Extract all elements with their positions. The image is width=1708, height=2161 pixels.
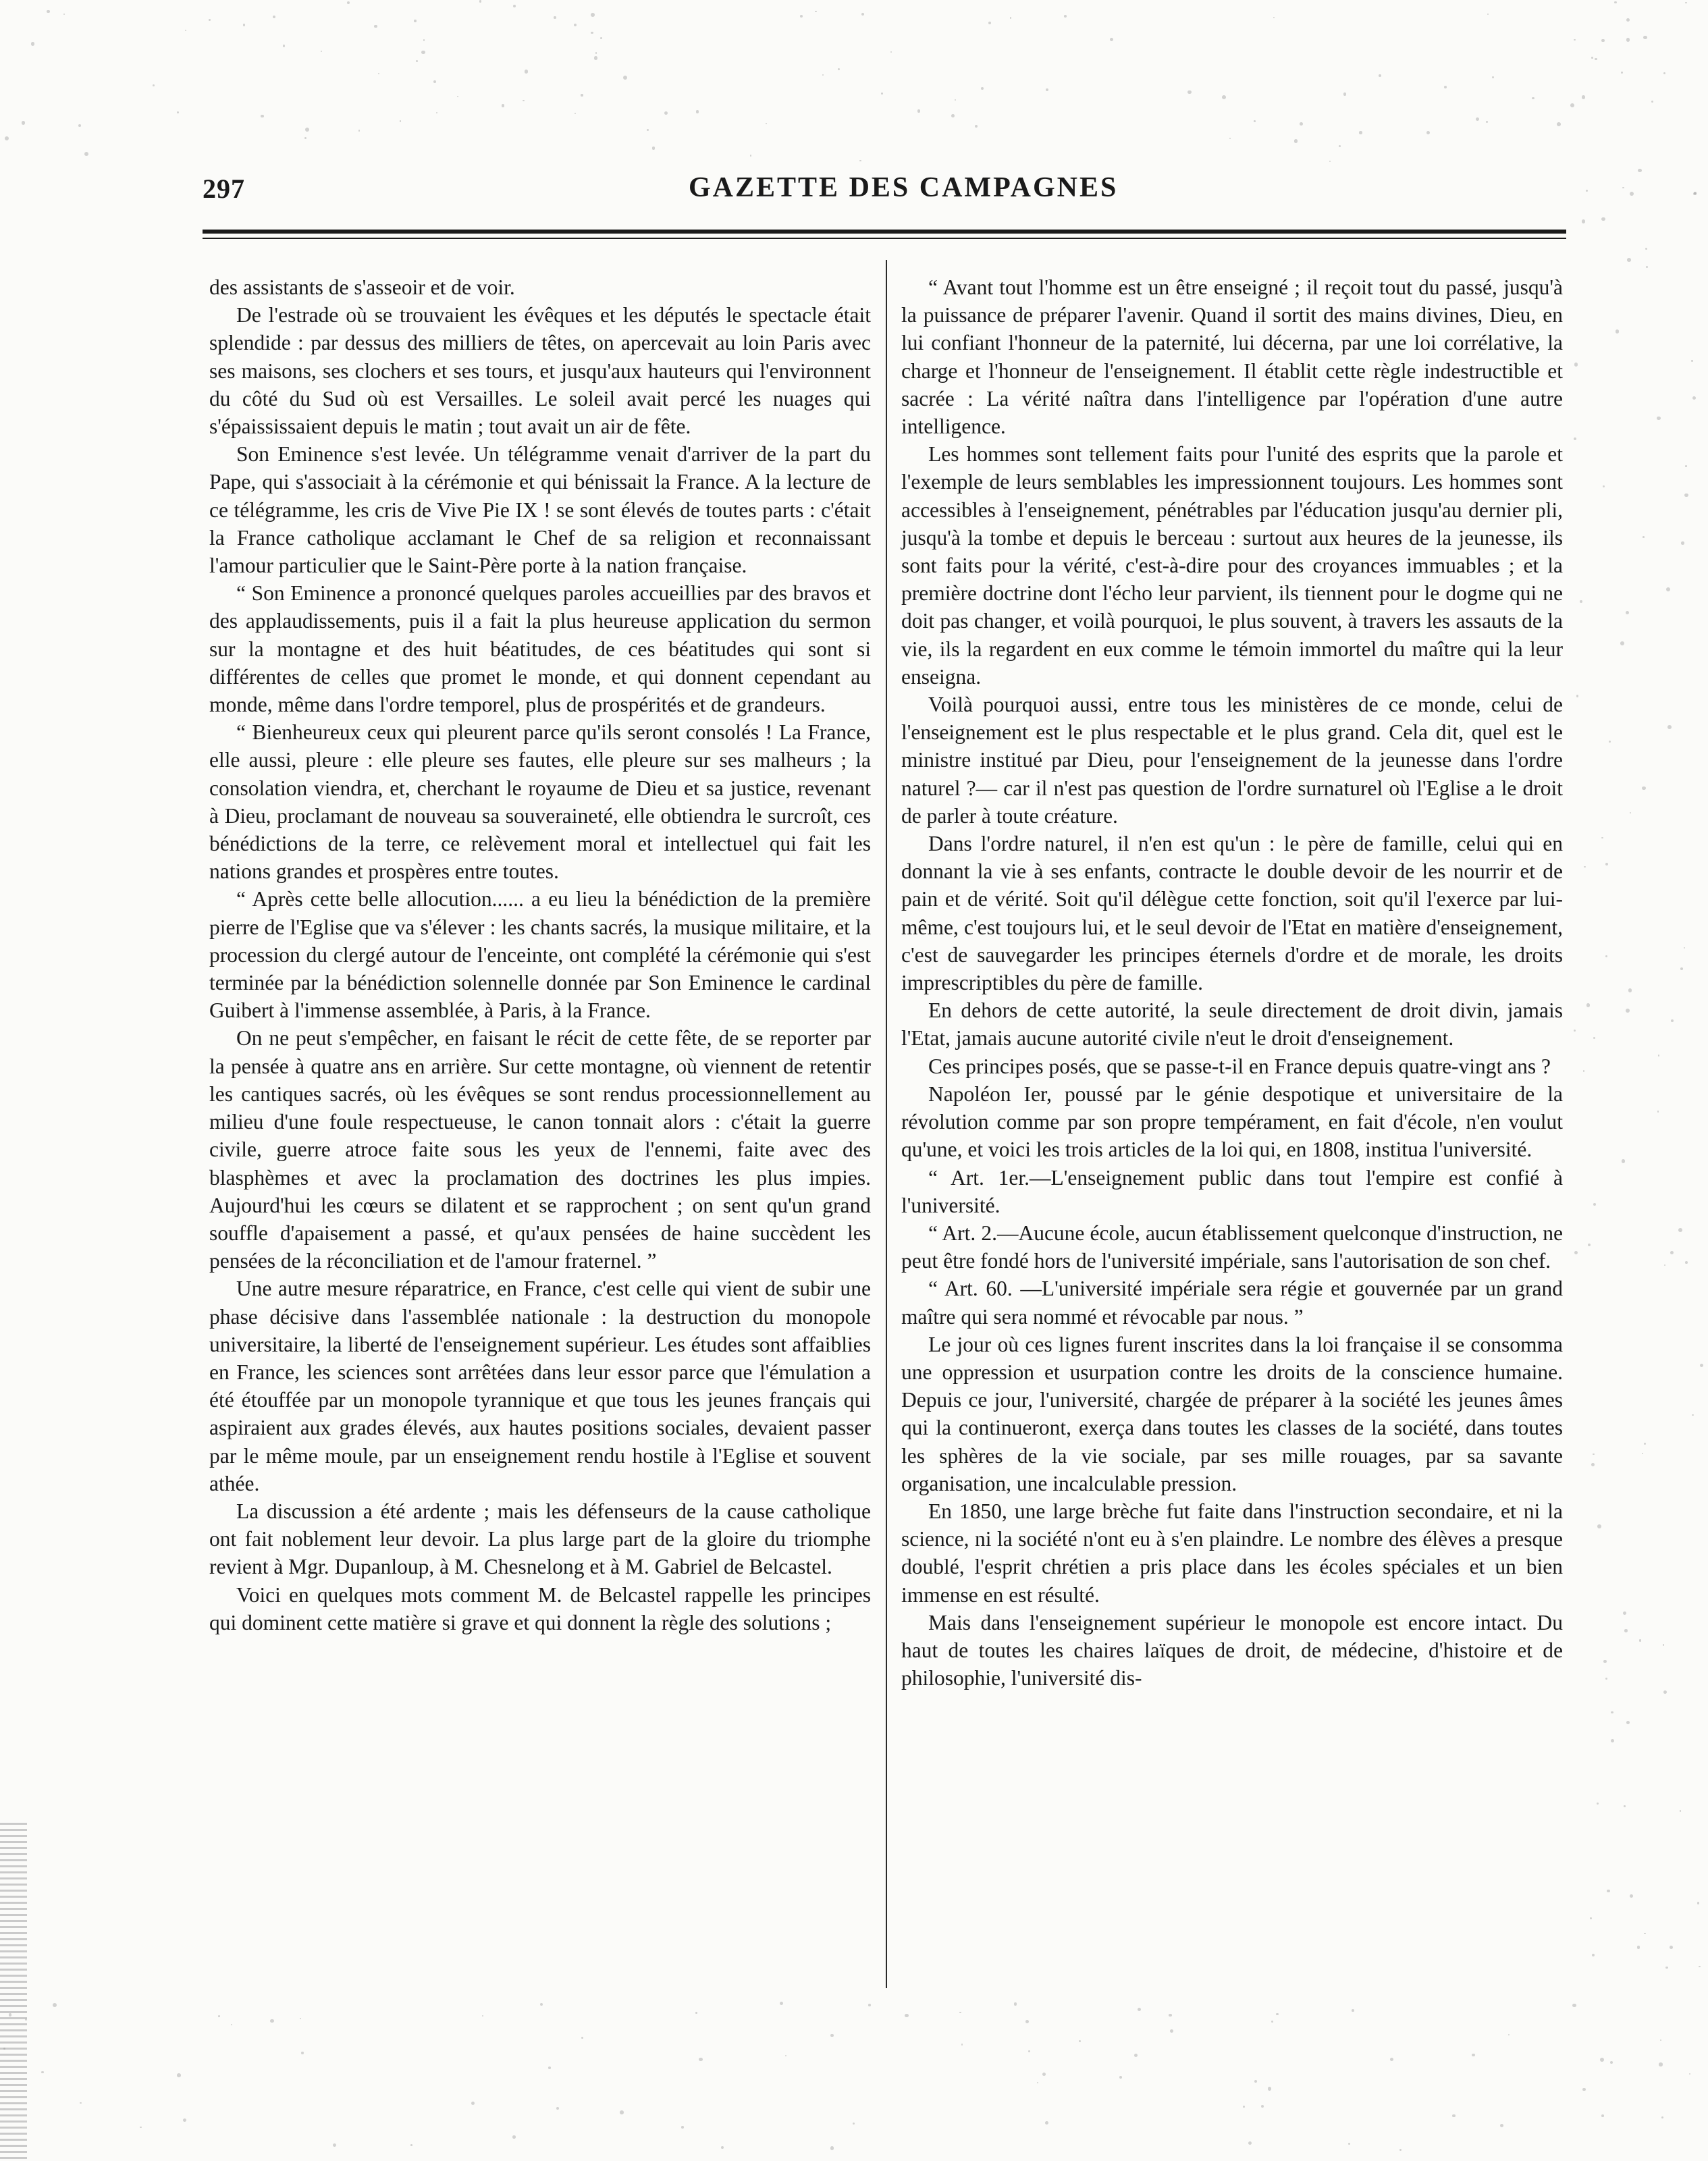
scan-speck — [22, 121, 25, 124]
scan-speck — [581, 2037, 583, 2039]
scan-speck — [9, 2013, 12, 2017]
scan-speck — [1348, 2143, 1350, 2145]
scan-speck — [1591, 1463, 1595, 1466]
scan-speck — [1359, 131, 1362, 134]
scan-speck — [1611, 1739, 1614, 1742]
scan-speck — [1685, 1261, 1688, 1264]
paragraph: Son Eminence s'est levée. Un télégramme venait d'arriver de la part du Pape, qui s'associait à la cérémonie et qui bénissait la France. A la lecture de ce télégramme, les cris de Vive Pie IX ! se sont élevés de toutes parts : c'était la France catholique acclamant le Chef de sa religion et reconnaissant l'amour particulier que le Saint-Père porte à la nation française. — [209, 442, 871, 578]
paragraph: “ Art. 2.—Aucune école, aucun établissement quelconque d'instruction, ne peut être fondé hors de l'université impériale, sans l'autorisation de son chef. — [901, 1221, 1563, 1273]
scan-speck — [1624, 1805, 1625, 1807]
scan-speck — [1582, 219, 1586, 223]
scan-speck — [1601, 2114, 1604, 2117]
page-title: GAZETTE DES CAMPAGNES — [689, 172, 1119, 203]
scan-speck — [881, 92, 883, 95]
paragraph: En dehors de cette autorité, la seule directement de droit divin, jamais l'Etat, jamais aucune autorité civile n'eut le droit d'enseignement. — [901, 998, 1563, 1050]
scan-speck — [218, 2015, 220, 2017]
scan-speck — [1045, 2121, 1048, 2125]
scan-speck — [1621, 72, 1623, 74]
scan-speck — [41, 2071, 43, 2073]
scan-speck — [1276, 2013, 1278, 2015]
scan-speck — [1680, 1810, 1682, 1812]
scan-speck — [1628, 988, 1632, 992]
scan-speck — [1487, 14, 1489, 15]
scan-speck — [1626, 1721, 1630, 1724]
scan-speck — [1025, 2020, 1029, 2023]
scan-speck — [1582, 95, 1585, 99]
paragraph: “ Bienheureux ceux qui pleurent parce qu'ils seront consolés ! La France, elle aussi, pleure : elle pleure ses fautes, elle pleure sur ses malheurs ; la consolation viendra, et, cherchant le royaume de Dieu et sa justice, revenant à Dieu, proclamant de nouveau sa souveraineté, elle obtiendra le surcroît, ces bénédictions de la terre, ce relèvement moral et intellectuel qui fait les nations grandes et prospères entre toutes. — [209, 720, 871, 884]
header-rule-bottom — [203, 238, 1566, 239]
scan-speck — [1593, 1453, 1595, 1456]
scan-speck — [1254, 120, 1256, 122]
scan-speck — [1659, 2062, 1662, 2066]
scan-speck — [1605, 955, 1607, 957]
scan-speck — [1638, 169, 1642, 173]
scan-edge-noise — [0, 1823, 27, 2160]
paragraph: “ Art. 1er.—L'enseignement public dans tout l'empire est confié à l'université. — [901, 1165, 1563, 1217]
scan-speck — [1678, 1228, 1682, 1232]
scan-speck — [1645, 248, 1647, 250]
scan-speck — [482, 2015, 484, 2017]
scan-speck — [830, 2034, 834, 2037]
paragraph: Le jour où ces lignes furent inscrites dans la loi française il se consomma une oppression et usurpation contre les droits de la conscience humaine. Depuis ce jour, l'université, chargée de préparer à la société les jeunes âmes qui la continueront, exerça dans toutes les classes de la société, dans toutes les sphères de la vie sociale, par ses mille rouages, par sa savante organisation, une incalculable pression. — [901, 1332, 1563, 1495]
scan-speck — [1670, 1251, 1674, 1254]
scan-speck — [785, 2055, 786, 2056]
paragraph: Dans l'ordre naturel, il n'en est qu'un : le père de famille, celui qui en donnant la vie à ses enfants, contracte le double devoir de les nourrir et de pain et de vérité. Soit qu'il délègue cette fonction, soit qu'il l'exerce par lui-même, c'est toujours lui, et le seul devoir de l'Etat en matière d'enseignement, c'est de sauvegarder les principes éternels d'ordre et de morale, les droits imprescriptibles du père de famille. — [901, 832, 1563, 995]
scan-speck — [1605, 863, 1608, 865]
column-divider — [886, 260, 887, 1988]
scan-speck — [1500, 2124, 1503, 2127]
scan-speck — [1508, 2034, 1510, 2036]
scan-speck — [1663, 72, 1665, 74]
scan-speck — [423, 39, 425, 41]
left-column — [209, 273, 871, 1636]
scan-speck — [890, 51, 892, 53]
header-rule-top — [203, 230, 1566, 234]
paragraph: La discussion a été ardente ; mais les défenseurs de la cause catholique ont fait noblement leur devoir. La plus large part de la gloire du triomphe revient à Mgr. Dupanloup, à M. Chesnelong et à M. Gabriel de Belcastel. — [209, 1499, 871, 1579]
scan-speck — [1254, 2080, 1257, 2083]
paragraph: Les hommes sont tellement faits pour l'unité des esprits que la parole et l'exemple de leurs semblables les impressionnent toujours. Les hommes sont accessibles à l'enseignement, pénétrables par l'éducation jusqu'au dernier pli, jusqu'à la tombe et depuis le berceau : surtout aux heures de la jeunesse, ils sont faits pour la vérité, c'est-à-dire pour des croyances immuables ; et la première doctrine dont l'écho leur parvient, ils tiennent pour le dogme qui ne doit pas changer, et voilà pourquoi, le plus souvent, à travers les assauts de la vie, ils la regardent en eux comme le témoin immortel du maître qui la leur enseigna. — [901, 442, 1563, 689]
scan-speck — [47, 10, 50, 14]
scan-speck — [540, 2003, 543, 2006]
scan-speck — [1079, 2040, 1081, 2042]
scan-speck — [1680, 967, 1683, 970]
scan-speck — [1611, 1711, 1613, 1713]
scan-speck — [815, 11, 816, 12]
scan-speck — [1684, 947, 1685, 949]
scan-speck — [859, 160, 861, 161]
scan-speck — [273, 16, 275, 18]
scan-speck — [378, 73, 379, 74]
scan-speck — [838, 68, 840, 70]
scan-speck — [471, 2102, 475, 2106]
paragraph: Napoléon Ier, poussé par le génie despotique et universitaire de la révolution comme par son propre tempérament, en fait d'école, n'en voulut qu'une, et voici les trois articles de la loi qui, en 1808, institua l'université. — [901, 1082, 1563, 1162]
scan-speck — [1582, 2088, 1585, 2091]
scan-speck — [1657, 417, 1660, 420]
scan-speck — [975, 125, 978, 128]
scan-speck — [1651, 101, 1653, 103]
scan-speck — [1601, 837, 1603, 838]
scan-speck — [548, 2066, 551, 2069]
paragraph: “ Son Eminence a prononcé quelques paroles accueillies par des bravos et des applaudissements, puis il a fait la plus heureuse application du sermon sur la montagne et des huit béatitudes, de ces béatitudes qui sont si différentes de celles que promet le monde, et qui donnent cependant au monde, même dans l'ordre temporel, plus de prospérités et de grandeurs. — [209, 581, 871, 717]
scan-speck — [1580, 600, 1582, 603]
scan-speck — [1574, 1030, 1576, 1032]
scan-speck — [1134, 2054, 1138, 2057]
scan-speck — [1657, 1111, 1659, 1113]
scan-speck — [183, 2118, 186, 2122]
scan-speck — [1664, 1264, 1665, 1266]
scan-speck — [591, 32, 593, 34]
paragraph: “ Art. 60. —L'université impériale sera régie et gouvernée par un grand maître qui sera nommé et révocable par nous. ” — [901, 1277, 1563, 1329]
paragraph: Mais dans l'enseignement supérieur le monopole est encore intact. Du haut de toutes les chaires laïques de droit, de médecine, d'histoire et de philosophie, l'université dis- — [901, 1610, 1563, 1690]
scan-speck — [1671, 1019, 1674, 1022]
scan-speck — [304, 137, 306, 139]
paragraph: En 1850, une large brèche fut faite dans l'instruction secondaire, et ni la science, ni la société n'ont eu à s'en plaindre. Le nombre des élèves a presque doublé, l'esprit chrétien a pris place dans les écoles spéciales et un bien immense en est résulté. — [901, 1499, 1563, 1607]
paragraph: des assistants de s'asseoir et de voir. — [209, 275, 515, 299]
scan-speck — [1685, 465, 1687, 467]
paragraph: Voici en quelques mots comment M. de Belcastel rappelle les principes qui dominent cette matière si grave et qui donnent la règle des solutions ; — [209, 1582, 871, 1634]
paragraph: Une autre mesure réparatrice, en France, c'est celle qui vient de subir une phase décisive dans l'assemblée nationale : la destruction du monopole universitaire, la liberté de l'enseignement supérieur. Les études sont affaiblies en France, les sciences sont arrêtées dans leur essor parce que l'émulation a été étouffée par un monopole tyrannique et que tous les jeunes français qui aspiraient aux grades élevés, aux hautes positions sociales, devaient passer par le même moule, par un enseignement rendu hostile à l'Eglise et souvent athée. — [209, 1277, 871, 1495]
scan-speck — [1693, 192, 1697, 196]
scan-speck — [750, 155, 752, 157]
scan-speck — [1590, 1917, 1592, 1919]
scan-speck — [1390, 2058, 1393, 2061]
scan-speck — [358, 130, 361, 132]
scan-speck — [1689, 2073, 1690, 2075]
scan-speck — [305, 128, 309, 132]
paragraph: On ne peut s'empêcher, en faisant le récit de cette fête, de se reporter par la pensée à quatre ans en arrière. Sur cette montagne, où viennent de retentir les cantiques sacrés, où les évêques se sont rendus processionnellement au milieu d'une foule respectueuse, le canon tonnait alors : c'était la guerre civile, guerre atroce faite sous les yeux de l'ennemi, faite avec des blasphèmes et avec la proclamation des doctrines les plus impies. Aujourd'hui les cœurs se dilatent et se rapprochent ; on sent qu'un grand souffle d'apaisement a passé, et qu'aux pensées de haine succèdent les pensées de la réconciliation et de l'amour fraternel. ” — [209, 1026, 871, 1273]
scan-speck — [1014, 2002, 1017, 2005]
scan-speck — [321, 51, 322, 52]
scan-speck — [961, 2044, 963, 2046]
scan-speck — [853, 2123, 855, 2125]
scan-speck — [1597, 1524, 1601, 1528]
scan-speck — [1601, 39, 1605, 43]
scan-speck — [574, 24, 577, 26]
scan-speck — [981, 87, 984, 90]
scan-speck — [1643, 536, 1645, 538]
scan-speck — [681, 2126, 684, 2129]
scan-speck — [1684, 493, 1688, 497]
scan-speck — [1472, 2054, 1475, 2057]
scan-speck — [177, 111, 179, 113]
scan-speck — [780, 2002, 783, 2005]
scan-speck — [270, 2019, 273, 2023]
scan-speck — [1600, 2058, 1604, 2062]
scan-speck — [1138, 2008, 1142, 2012]
scan-speck — [1603, 485, 1605, 488]
scan-speck — [1681, 541, 1684, 544]
scan-speck — [1661, 2116, 1663, 2118]
scan-speck — [1622, 187, 1624, 189]
scan-speck — [1626, 38, 1630, 42]
scan-speck — [1583, 1070, 1585, 1072]
scan-speck — [1476, 117, 1479, 121]
scan-speck — [400, 120, 402, 122]
scan-speck — [414, 20, 416, 22]
scan-speck — [374, 25, 377, 28]
scan-speck — [664, 111, 668, 115]
scan-speck — [1626, 1009, 1630, 1013]
scan-speck — [1663, 1690, 1667, 1695]
scan-speck — [502, 104, 505, 107]
paragraph: Voilà pourquoi aussi, entre tous les ministères de ce monde, celui de l'enseignement est le plus respectable et le plus grand. Cela dit, quel est le ministre institué par Dieu, pour l'enseignement de la jeunesse dans l'ordre naturel ?— car il n'est pas question de l'ordre surnaturel où l'Eglise a le droit de parler à toute créature. — [901, 693, 1563, 828]
paragraph: De l'estrade où se trouvaient les évêques et les députés le spectacle était splendide : par dessus des milliers de têtes, on apercevait au loin Paris avec ses maisons, ses clochers et ses tours, et jusqu'aux hauteurs qui l'environnent du côté du Sud où est Versailles. Le soleil avait percé les nuages qui s'épaississaient depuis le matin ; tout avait un air de fête. — [209, 303, 871, 439]
scan-speck — [1243, 2106, 1245, 2108]
scan-speck — [80, 2102, 82, 2104]
scan-speck — [1028, 2050, 1030, 2052]
scan-speck — [699, 2058, 702, 2061]
paragraph: “ Avant tout l'homme est un être enseigné ; il reçoit tout du passé, jusqu'à la puissance de préparer l'avenir. Quand il sortit des mains divines, Dieu, en lui confiant l'honneur de la paternité, lui décerna, par une loi corrélative, la charge et l'honneur de l'enseignement. Il établit cette règle indestructible et sacrée : La vérité naîtra dans l'intelligence par l'opération d'une autre intelligence. — [901, 275, 1563, 439]
scan-speck — [5, 136, 9, 140]
scan-speck — [153, 84, 155, 86]
scan-speck — [1692, 1414, 1693, 1416]
scan-speck — [1222, 95, 1226, 99]
scan-speck — [1644, 1443, 1646, 1445]
scan-speck — [1670, 1946, 1673, 1949]
scan-speck — [623, 76, 627, 80]
scan-speck — [479, 0, 482, 3]
scan-speck — [1343, 92, 1346, 95]
scan-speck — [1110, 38, 1113, 41]
scan-speck — [1601, 217, 1605, 221]
scan-speck — [1300, 122, 1303, 126]
scan-speck — [410, 2144, 412, 2146]
paragraph: “ Après cette belle allocution...... a eu lieu la bénédiction de la première pierre de l'Eglise que va s'élever : les chants sacrés, la musique militaire, et la procession du clergé autour de l'enceinte, ont complété la cérémonie qui s'est terminée par la bénédiction solennelle donnée par Son Eminence le cardinal Guibert à l'immense assemblée, à Paris, à la France. — [209, 887, 871, 1023]
scan-speck — [300, 2018, 301, 2019]
scan-speck — [905, 2014, 908, 2017]
scan-speck — [554, 16, 556, 19]
scan-speck — [1576, 695, 1578, 697]
scan-speck — [1169, 2014, 1172, 2017]
scan-speck — [1248, 2141, 1252, 2145]
scan-speck — [1605, 1678, 1607, 1680]
scan-speck — [1452, 2114, 1456, 2118]
scan-speck — [647, 129, 649, 131]
scan-speck — [1603, 1660, 1607, 1663]
scan-speck — [868, 2004, 871, 2006]
scan-speck — [283, 45, 286, 47]
scan-speck — [1557, 122, 1561, 126]
scan-speck — [333, 2143, 336, 2147]
scan-speck — [652, 146, 656, 150]
scan-speck — [1593, 1037, 1595, 1039]
scan-speck — [1294, 139, 1298, 143]
scan-speck — [512, 2135, 516, 2139]
scan-speck — [1261, 2105, 1264, 2108]
scan-speck — [1379, 74, 1381, 77]
paragraph: Ces principes posés, que se passe-t-il en France depuis quatre-vingt ans ? — [928, 1054, 1551, 1078]
scan-speck — [959, 2012, 961, 2014]
scan-speck — [1574, 1251, 1578, 1254]
scan-speck — [1426, 131, 1430, 134]
scan-speck — [1614, 1, 1616, 3]
scan-speck — [1119, 2076, 1122, 2079]
scan-speck — [78, 124, 81, 127]
scan-speck — [261, 115, 264, 118]
scan-speck — [600, 37, 602, 39]
scan-speck — [1268, 2087, 1272, 2091]
scan-speck — [177, 2073, 181, 2077]
scan-speck — [1644, 1933, 1645, 1934]
scan-speck — [1574, 39, 1576, 41]
scan-speck — [1532, 97, 1534, 100]
scan-speck — [620, 2110, 624, 2114]
scan-speck — [591, 13, 595, 17]
scan-speck — [347, 1, 350, 5]
scan-speck — [31, 42, 34, 45]
scan-speck — [1339, 145, 1341, 147]
scan-speck — [594, 56, 598, 60]
scan-speck — [1492, 76, 1494, 78]
scan-speck — [1699, 1966, 1700, 1967]
scan-speck — [1574, 437, 1576, 440]
scan-speck — [1607, 1890, 1610, 1893]
scan-speck — [84, 152, 88, 156]
scan-speck — [525, 70, 529, 74]
scan-speck — [1592, 1954, 1595, 1956]
scan-speck — [243, 24, 245, 26]
scan-speck — [421, 51, 425, 55]
scan-speck — [695, 2012, 697, 2014]
scan-speck — [721, 2146, 724, 2149]
scan-speck — [1609, 741, 1611, 743]
scan-speck — [185, 30, 186, 31]
scan-speck — [1646, 266, 1649, 269]
scan-speck — [1271, 2021, 1273, 2023]
scan-speck — [595, 52, 597, 54]
scan-speck — [1187, 90, 1191, 94]
scan-speck — [1042, 2073, 1046, 2076]
scan-speck — [1010, 17, 1011, 18]
scan-speck — [1700, 1364, 1703, 1367]
scan-speck — [1667, 725, 1672, 729]
scan-speck — [1593, 1203, 1596, 1206]
scan-speck — [1627, 258, 1631, 262]
scan-speck — [1691, 360, 1693, 362]
scan-speck — [457, 96, 458, 97]
scan-speck — [1624, 1629, 1628, 1632]
scan-speck — [1597, 1803, 1599, 1805]
scan-speck — [1444, 86, 1447, 88]
scan-speck — [1273, 17, 1275, 18]
scan-speck — [53, 2003, 57, 2007]
scan-speck — [1570, 103, 1574, 107]
scan-speck — [1586, 1003, 1590, 1007]
scan-speck — [696, 110, 699, 113]
scan-speck — [3, 2048, 5, 2050]
scan-speck — [209, 19, 211, 21]
scan-speck — [1352, 2009, 1354, 2012]
scan-speck — [822, 74, 824, 76]
scan-speck — [436, 112, 437, 113]
scan-speck — [1586, 190, 1588, 192]
page-number: 297 — [203, 174, 245, 204]
scan-speck — [1639, 1639, 1641, 1641]
scan-speck — [1630, 1894, 1633, 1898]
scan-speck — [988, 22, 992, 25]
scan-speck — [1595, 58, 1597, 61]
scan-speck — [1399, 2149, 1402, 2151]
scan-speck — [433, 80, 436, 83]
scan-speck — [917, 109, 920, 112]
scan-speck — [301, 2052, 304, 2054]
scan-speck — [140, 2127, 141, 2128]
scan-speck — [1486, 121, 1488, 123]
scan-speck — [1620, 641, 1624, 645]
scan-speck — [1660, 2039, 1661, 2041]
scan-speck — [581, 94, 583, 96]
scan-speck — [1616, 329, 1619, 333]
scan-speck — [1663, 1644, 1664, 1645]
scan-speck — [800, 15, 803, 18]
scan-speck — [1658, 1055, 1659, 1056]
scan-speck — [1665, 1967, 1667, 1969]
scan-speck — [1037, 2082, 1038, 2083]
scan-speck — [1642, 786, 1645, 790]
scan-speck — [1685, 2, 1686, 3]
scan-speck — [1643, 36, 1647, 39]
scan-speck — [556, 2107, 559, 2110]
scan-speck — [1588, 1244, 1591, 1247]
scan-speck — [513, 5, 516, 7]
scan-speck — [1329, 161, 1331, 162]
scan-speck — [63, 14, 65, 15]
scan-speck — [861, 13, 864, 16]
scan-speck — [1626, 18, 1630, 22]
scan-speck — [231, 2024, 232, 2025]
scan-speck — [1064, 15, 1067, 18]
scan-speck — [1666, 587, 1670, 591]
scan-speck — [1637, 1946, 1640, 1949]
scan-speck — [1623, 1611, 1626, 1615]
scan-speck — [1630, 192, 1634, 196]
scan-speck — [830, 2146, 834, 2150]
scan-speck — [1642, 1453, 1643, 1454]
scan-speck — [1692, 396, 1696, 400]
scan-speck — [951, 114, 955, 117]
scan-speck — [1584, 866, 1585, 868]
scan-speck — [1697, 1902, 1700, 1904]
scan-speck — [1591, 57, 1593, 59]
scan-speck — [1046, 88, 1048, 91]
scan-speck — [1630, 812, 1632, 814]
scan-speck — [1170, 2029, 1173, 2033]
scan-speck — [1574, 363, 1578, 366]
page-header — [203, 169, 1566, 209]
scan-speck — [523, 100, 524, 101]
scan-speck — [766, 123, 767, 124]
scan-speck — [25, 2019, 27, 2021]
right-column — [901, 273, 1563, 1692]
scan-speck — [1622, 1159, 1626, 1163]
scan-speck — [955, 99, 956, 101]
scan-speck — [416, 60, 418, 62]
scan-speck — [1626, 611, 1629, 614]
scan-speck — [575, 113, 576, 114]
scan-speck — [1572, 2004, 1576, 2007]
scan-speck — [1610, 2061, 1613, 2064]
scan-speck — [1229, 138, 1231, 139]
